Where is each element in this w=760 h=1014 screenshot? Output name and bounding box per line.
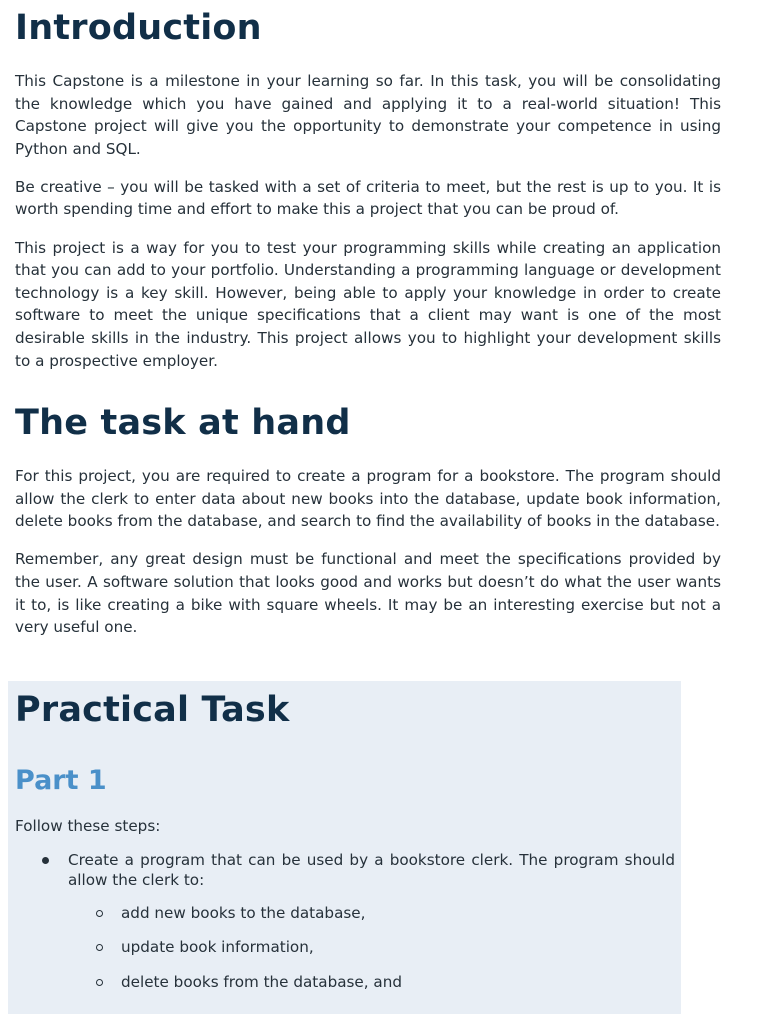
- part-heading: Part 1: [15, 765, 107, 796]
- hollow-bullet-icon: [96, 944, 103, 951]
- sub-list-item: [68, 903, 675, 924]
- task-at-hand-heading: The task at hand: [15, 403, 351, 444]
- practical-task-box: [8, 681, 681, 1014]
- document-page: [15, 0, 721, 654]
- practical-task-heading: Practical Task: [15, 690, 290, 730]
- list-item-text: Create a program that can be used by a bookstore clerk. The program should allow the clerk to:: [68, 850, 675, 889]
- introduction-paragraph: Be creative – you will be tasked with a set of criteria to meet, but the rest is up to you. It is worth spending time and effort to make this a project that you can be proud of.: [15, 177, 721, 219]
- task-paragraph: Remember, any great design must be functional and meet the specifications provided by the user. A software solution that looks good and works but doesn’t do what the user wants it to, is like creating a bike with square wheels. It may be an interesting exercise but not a very useful one.: [15, 550, 721, 637]
- sub-list-item: [68, 972, 675, 993]
- introduction-paragraph: This project is a way for you to test your programming skills while creating an application that you can add to your portfolio. Understanding a programming language or development technology is a key skill. However, being able to apply your knowledge in order to create software to meet the unique specifications that a client may want is one of the most desirable skills in the industry. This project allows you to highlight your development skills to a prospective employer.: [15, 238, 721, 370]
- sub-list-item: [68, 937, 675, 958]
- sub-list-item-text: delete books from the database, and: [121, 972, 402, 991]
- sub-list-item-text: update book information,: [121, 938, 314, 957]
- introduction-paragraph: This Capstone is a milestone in your learning so far. In this task, you will be consolidating the knowledge which you have gained and applying it to a real-world situation! This Capstone project will give you the opportunity to demonstrate your competence in using Python and SQL.: [15, 72, 721, 158]
- introduction-heading: Introduction: [15, 8, 262, 48]
- task-paragraph: For this project, you are required to create a program for a bookstore. The program should allow the clerk to enter data about new books into the database, update book information, delete books from the database, and search to find the availability of books in the database.: [15, 467, 721, 531]
- sub-list: [68, 903, 675, 993]
- steps-list: [15, 850, 675, 993]
- list-item: [15, 850, 675, 993]
- hollow-bullet-icon: [96, 910, 103, 917]
- sub-list-item-text: add new books to the database,: [121, 903, 366, 922]
- bullet-icon: [42, 857, 49, 864]
- hollow-bullet-icon: [96, 979, 103, 986]
- steps-intro: Follow these steps:: [15, 817, 161, 835]
